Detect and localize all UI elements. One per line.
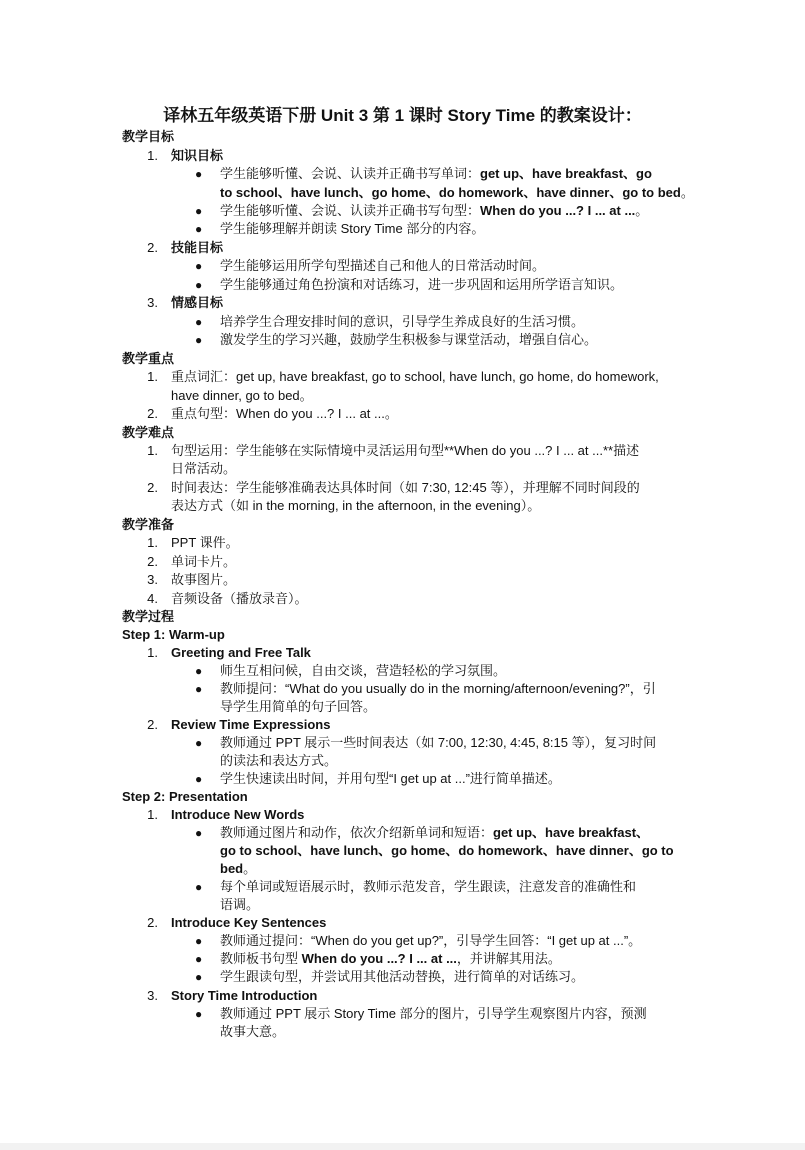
subheading-emotion: 情感目标	[171, 295, 224, 310]
bullet-icon: ●	[195, 315, 203, 329]
list-item: 学生能够运用所学句型描述自己和他人的日常活动时间。	[220, 258, 546, 273]
bullet-icon: ●	[195, 259, 203, 273]
section-heading-process: 教学过程	[122, 609, 175, 624]
bullet-icon: ●	[195, 772, 203, 786]
list-number: 3.	[147, 572, 158, 587]
list-number: 1.	[147, 535, 158, 550]
list-item: 每个单词或短语展示时，教师示范发音，学生跟读，注意发音的准确性和	[220, 879, 637, 894]
list-item-continuation: 语调。	[220, 897, 260, 912]
list-item: 学生能够理解并朗读 Story Time 部分的内容。	[220, 221, 485, 236]
list-item: 培养学生合理安排时间的意识，引导学生养成良好的生活习惯。	[220, 314, 585, 329]
list-item: 故事图片。	[171, 572, 237, 587]
bullet-icon: ●	[195, 952, 203, 966]
bullet-icon: ●	[195, 934, 203, 948]
bullet-icon: ●	[195, 167, 203, 181]
list-item: 教师通过提问：“When do you get up?”，引导学生回答：“I get up at ...”。	[220, 933, 642, 948]
bullet-icon: ●	[195, 682, 203, 696]
list-item: 时间表达：学生能够准确表达具体时间（如 7:30, 12:45 等），并理解不同时间段的	[171, 480, 640, 495]
subheading: Review Time Expressions	[171, 717, 331, 732]
list-item: 激发学生的学习兴趣，鼓励学生积极参与课堂活动，增强自信心。	[220, 332, 598, 347]
list-item: PPT 课件。	[171, 535, 239, 550]
list-item-continuation: 日常活动。	[171, 461, 237, 476]
bullet-icon: ●	[195, 204, 203, 218]
bullet-icon: ●	[195, 278, 203, 292]
list-item: 学生能够听懂、会说、认读并正确书写单词：get up、have breakfast、go	[220, 166, 652, 181]
list-item-continuation: have dinner, go to bed。	[171, 388, 313, 403]
list-number: 2.	[147, 240, 158, 255]
step-heading: Step 1: Warm-up	[122, 627, 225, 642]
page-title: 译林五年级英语下册 Unit 3 第 1 课时 Story Time 的教案设计：	[163, 106, 642, 125]
list-item-continuation: 的读法和表达方式。	[220, 753, 338, 768]
bullet-icon: ●	[195, 880, 203, 894]
list-item: 学生跟读句型，并尝试用其他活动替换，进行简单的对话练习。	[220, 969, 585, 984]
list-item: 教师通过 PPT 展示 Story Time 部分的图片，引导学生观察图片内容，预测	[220, 1006, 647, 1021]
list-number: 1.	[147, 369, 158, 384]
section-heading-keypoints: 教学重点	[122, 351, 175, 366]
list-item: 学生快速读出时间，并用句型“I get up at ...”进行简单描述。	[220, 771, 561, 786]
list-item-continuation: to school、have lunch、go home、do homework、have dinner、go to bed。	[220, 185, 694, 200]
list-item: 学生能够通过角色扮演和对话练习，进一步巩固和运用所学语言知识。	[220, 277, 624, 292]
list-item: 句型运用：学生能够在实际情境中灵活运用句型**When do you ...? I ... at ...**描述	[171, 443, 640, 458]
list-number: 2.	[147, 554, 158, 569]
bullet-icon: ●	[195, 222, 203, 236]
section-heading-difficulties: 教学难点	[122, 425, 175, 440]
step-heading: Step 2: Presentation	[122, 789, 248, 804]
bullet-icon: ●	[195, 736, 203, 750]
list-number: 2.	[147, 915, 158, 930]
list-number: 2.	[147, 406, 158, 421]
section-heading-preparation: 教学准备	[122, 517, 175, 532]
bullet-icon: ●	[195, 1007, 203, 1021]
subheading-knowledge: 知识目标	[171, 148, 224, 163]
subheading: Greeting and Free Talk	[171, 645, 311, 660]
bullet-icon: ●	[195, 664, 203, 678]
list-number: 3.	[147, 988, 158, 1003]
list-item: 音频设备（播放录音）。	[171, 591, 308, 606]
list-number: 1.	[147, 148, 158, 163]
list-item: 重点句型：When do you ...? I ... at ...。	[171, 406, 398, 421]
subheading-skill: 技能目标	[171, 240, 224, 255]
list-number: 3.	[147, 295, 158, 310]
list-item-continuation: go to school、have lunch、go home、do homework、have dinner、go to	[220, 843, 674, 858]
list-item: 单词卡片。	[171, 554, 237, 569]
list-item: 教师通过图片和动作，依次介绍新单词和短语：get up、have breakfast、	[220, 825, 650, 840]
list-item-continuation: 导学生用简单的句子回答。	[220, 699, 377, 714]
subheading: Story Time Introduction	[171, 988, 318, 1003]
list-number: 2.	[147, 480, 158, 495]
list-number: 1.	[147, 807, 158, 822]
list-item: 教师提问：“What do you usually do in the morning/afternoon/evening?”，引	[220, 681, 656, 696]
list-number: 2.	[147, 717, 158, 732]
list-item: 学生能够听懂、会说、认读并正确书写句型：When do you ...? I ... at ...。	[220, 203, 649, 218]
list-item: 教师通过 PPT 展示一些时间表达（如 7:00, 12:30, 4:45, 8:15 等），复习时间	[220, 735, 657, 750]
list-item: 教师板书句型 When do you ...? I ... at ...，并讲解其用法。	[220, 951, 561, 966]
bullet-icon: ●	[195, 333, 203, 347]
list-item: 师生互相问候，自由交谈，营造轻松的学习氛围。	[220, 663, 507, 678]
list-item: 重点词汇：get up, have breakfast, go to school, have lunch, go home, do homework,	[171, 369, 659, 384]
list-number: 1.	[147, 645, 158, 660]
section-heading-objectives: 教学目标	[122, 129, 175, 144]
list-item-continuation: 故事大意。	[220, 1024, 286, 1039]
list-item-continuation: 表达方式（如 in the morning, in the afternoon, in the evening）。	[171, 498, 541, 513]
subheading: Introduce New Words	[171, 807, 305, 822]
list-number: 1.	[147, 443, 158, 458]
subheading: Introduce Key Sentences	[171, 915, 327, 930]
list-number: 4.	[147, 591, 158, 606]
list-item-continuation: bed。	[220, 861, 257, 876]
bullet-icon: ●	[195, 970, 203, 984]
bullet-icon: ●	[195, 826, 203, 840]
